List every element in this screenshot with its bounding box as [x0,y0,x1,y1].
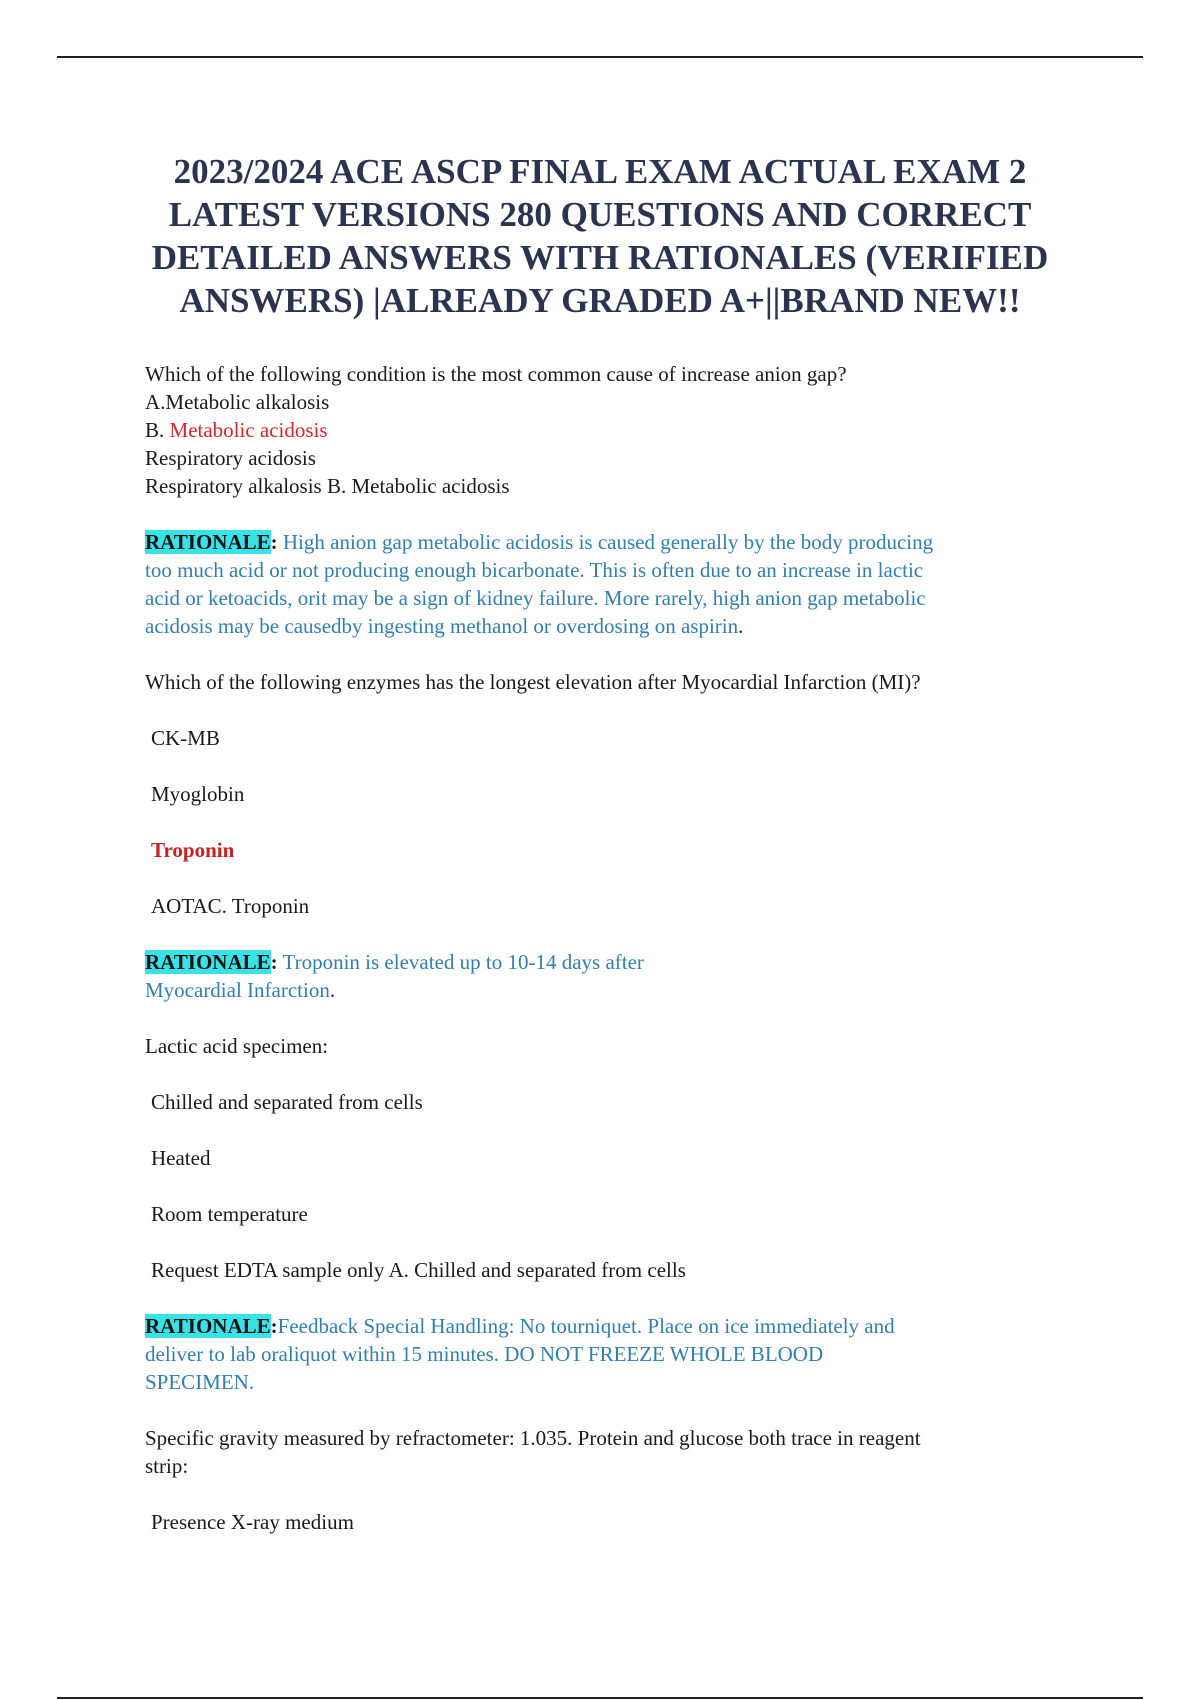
answer-option: Presence X-ray medium [151,1510,354,1534]
rationale-text: SPECIMEN. [145,1370,255,1394]
question-text: Specific gravity measured by refractometer: 1.035. Protein and glucose both trace in reagent [145,1426,921,1450]
rationale-colon: : [270,1314,278,1338]
answer-option: Respiratory alkalosis B. Metabolic acidosis [145,474,510,498]
rationale-period: . [329,978,336,1002]
rationale-text: deliver to lab oraliquot within 15 minutes. DO NOT FREEZE WHOLE BLOOD [145,1342,824,1366]
document-body [145,360,1075,1536]
rationale-label: RATIONALE [145,530,271,554]
correct-answer: Troponin [151,838,235,862]
title-line: DETAILED ANSWERS WITH RATIONALES (VERIFIED [151,238,1049,277]
title-line: 2023/2024 ACE ASCP FINAL EXAM ACTUAL EXAM 2 [173,152,1027,191]
rationale-block-2 [145,948,1075,1004]
question-block-4 [145,1424,1075,1536]
question-block-3 [145,1032,1075,1284]
option-prefix: B. [145,418,170,442]
answer-option: Respiratory acidosis [145,446,316,470]
rationale-period: . [738,614,744,638]
rationale-block-1 [145,528,1075,640]
rationale-label: RATIONALE [145,950,271,974]
rationale-colon: : [270,530,278,554]
rationale-colon: : [270,950,278,974]
answer-option: AOTAC. Troponin [151,894,310,918]
answer-option: Chilled and separated from cells [151,1090,423,1114]
question-text: strip: [145,1454,189,1478]
title-line: ANSWERS) |ALREADY GRADED A+||BRAND NEW!! [179,281,1021,320]
bottom-rule [57,1697,1143,1699]
rationale-text: acidosis may be causedby ingesting methanol or overdosing on aspirin [145,614,739,638]
answer-option: A.Metabolic alkalosis [145,390,330,414]
title-line: LATEST VERSIONS 280 QUESTIONS AND CORRECT [168,195,1032,234]
answer-option [145,416,1075,444]
top-rule [57,56,1143,58]
rationale-block-3 [145,1312,1075,1396]
rationale-text: Troponin is elevated up to 10-14 days after [277,950,644,974]
rationale-text: too much acid or not producing enough bicarbonate. This is often due to an increase in lactic [145,558,924,582]
answer-option: Heated [151,1146,211,1170]
document-title [120,150,1080,322]
answer-option: Request EDTA sample only A. Chilled and separated from cells [151,1258,686,1282]
question-text: Lactic acid specimen: [145,1034,329,1058]
rationale-text: acid or ketoacids, orit may be a sign of kidney failure. More rarely, high anion gap metabolic [145,586,926,610]
answer-option: CK-MB [151,726,220,750]
rationale-label: RATIONALE [145,1314,271,1338]
correct-answer: Metabolic acidosis [169,418,328,442]
question-text: Which of the following condition is the most common cause of increase anion gap? [145,362,847,386]
answer-option: Myoglobin [151,782,245,806]
answer-option: Room temperature [151,1202,308,1226]
question-block-1 [145,360,1075,500]
rationale-text: Feedback Special Handling: No tourniquet. Place on ice immediately and [277,1314,895,1338]
question-block-2 [145,668,1075,920]
rationale-text: High anion gap metabolic acidosis is caused generally by the body producing [277,530,934,554]
question-text: Which of the following enzymes has the longest elevation after Myocardial Infarction (MI)? [145,670,921,694]
rationale-text: Myocardial Infarction [145,978,330,1002]
